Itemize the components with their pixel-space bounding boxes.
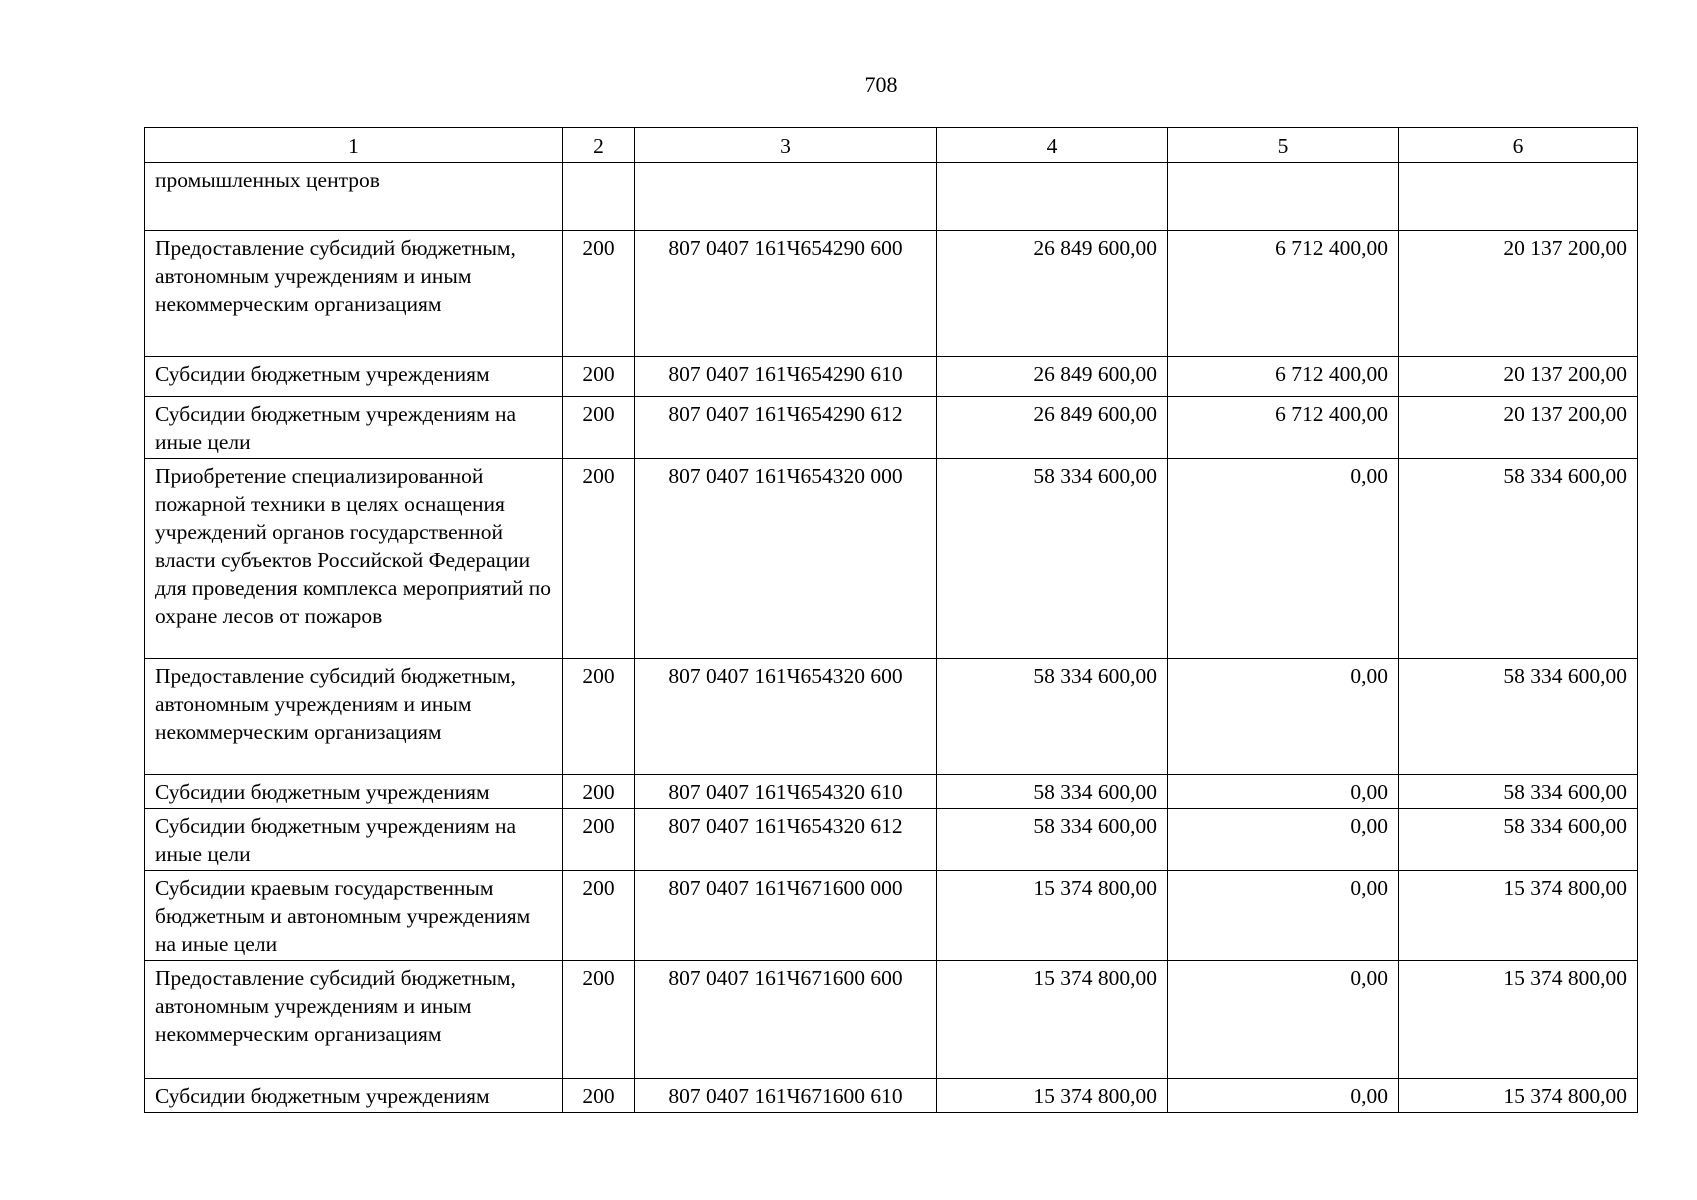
cell-kbk: 807 0407 161Ч654320 610 xyxy=(635,775,937,809)
cell-amount-col5: 0,00 xyxy=(1168,809,1399,871)
budget-table xyxy=(144,127,1638,1113)
cell-name: Субсидии бюджетным учреждениям xyxy=(145,1079,563,1113)
table-row xyxy=(145,775,1638,809)
cell-code: 200 xyxy=(563,459,635,659)
cell-amount-total: 58 334 600,00 xyxy=(937,809,1168,871)
cell-amount-total: 58 334 600,00 xyxy=(937,775,1168,809)
cell-amount-total: 26 849 600,00 xyxy=(937,357,1168,397)
cell-kbk: 807 0407 161Ч671600 000 xyxy=(635,871,937,961)
table-row xyxy=(145,459,1638,659)
cell-amount-col6: 15 374 800,00 xyxy=(1399,871,1638,961)
cell-amount-total: 26 849 600,00 xyxy=(937,397,1168,459)
cell-kbk: 807 0407 161Ч654290 612 xyxy=(635,397,937,459)
cell-amount-col6: 20 137 200,00 xyxy=(1399,231,1638,357)
cell-code: 200 xyxy=(563,397,635,459)
cell-amount-total: 26 849 600,00 xyxy=(937,231,1168,357)
column-header-4: 4 xyxy=(937,128,1168,163)
cell-amount-col5: 6 712 400,00 xyxy=(1168,357,1399,397)
table-row xyxy=(145,809,1638,871)
cell-kbk: 807 0407 161Ч654290 610 xyxy=(635,357,937,397)
cell-name: промышленных центров xyxy=(145,163,563,231)
cell-amount-col5: 6 712 400,00 xyxy=(1168,231,1399,357)
table-row xyxy=(145,397,1638,459)
cell-code: 200 xyxy=(563,775,635,809)
cell-kbk: 807 0407 161Ч654320 000 xyxy=(635,459,937,659)
cell-code: 200 xyxy=(563,1079,635,1113)
cell-name: Предоставление субсидий бюджетным, автономным учреждениям и иным некоммерческим организациям xyxy=(145,659,563,775)
cell-kbk: 807 0407 161Ч671600 600 xyxy=(635,961,937,1079)
cell-amount-col6: 15 374 800,00 xyxy=(1399,961,1638,1079)
header-row xyxy=(145,128,1638,163)
table-row xyxy=(145,163,1638,231)
cell-amount-col6: 58 334 600,00 xyxy=(1399,809,1638,871)
cell-kbk: 807 0407 161Ч654290 600 xyxy=(635,231,937,357)
cell-amount-total: 58 334 600,00 xyxy=(937,659,1168,775)
table-row xyxy=(145,961,1638,1079)
table-row xyxy=(145,357,1638,397)
cell-kbk: 807 0407 161Ч654320 600 xyxy=(635,659,937,775)
cell-amount-total xyxy=(937,163,1168,231)
cell-kbk: 807 0407 161Ч654320 612 xyxy=(635,809,937,871)
table-body xyxy=(145,163,1638,1113)
cell-amount-col5: 0,00 xyxy=(1168,871,1399,961)
cell-amount-col5: 0,00 xyxy=(1168,961,1399,1079)
table-row xyxy=(145,871,1638,961)
cell-amount-col6 xyxy=(1399,163,1638,231)
table-row xyxy=(145,659,1638,775)
cell-amount-col6: 58 334 600,00 xyxy=(1399,775,1638,809)
cell-name: Приобретение специализированной пожарной техники в целях оснащения учреждений органов государственной власти субъектов Российской Федерации для проведения комплекса мероприятий по охране лесов от пожаров xyxy=(145,459,563,659)
cell-name: Предоставление субсидий бюджетным, автономным учреждениям и иным некоммерческим организациям xyxy=(145,231,563,357)
column-header-2: 2 xyxy=(563,128,635,163)
cell-amount-col6: 20 137 200,00 xyxy=(1399,357,1638,397)
cell-code: 200 xyxy=(563,659,635,775)
table-row xyxy=(145,1079,1638,1113)
cell-amount-col6: 20 137 200,00 xyxy=(1399,397,1638,459)
page-number: 708 xyxy=(864,72,898,97)
cell-name: Субсидии бюджетным учреждениям xyxy=(145,775,563,809)
cell-amount-total: 15 374 800,00 xyxy=(937,1079,1168,1113)
cell-amount-col6: 15 374 800,00 xyxy=(1399,1079,1638,1113)
cell-amount-col6: 58 334 600,00 xyxy=(1399,459,1638,659)
cell-amount-total: 58 334 600,00 xyxy=(937,459,1168,659)
cell-amount-col6: 58 334 600,00 xyxy=(1399,659,1638,775)
cell-kbk: 807 0407 161Ч671600 610 xyxy=(635,1079,937,1113)
cell-code xyxy=(563,163,635,231)
cell-amount-col5: 0,00 xyxy=(1168,1079,1399,1113)
cell-code: 200 xyxy=(563,231,635,357)
cell-amount-total: 15 374 800,00 xyxy=(937,961,1168,1079)
cell-amount-col5: 0,00 xyxy=(1168,459,1399,659)
cell-amount-col5: 0,00 xyxy=(1168,775,1399,809)
column-header-1: 1 xyxy=(145,128,563,163)
cell-code: 200 xyxy=(563,809,635,871)
cell-amount-col5: 6 712 400,00 xyxy=(1168,397,1399,459)
cell-name: Субсидии бюджетным учреждениям xyxy=(145,357,563,397)
cell-code: 200 xyxy=(563,961,635,1079)
column-header-5: 5 xyxy=(1168,128,1399,163)
cell-kbk xyxy=(635,163,937,231)
cell-name: Субсидии бюджетным учреждениям на иные цели xyxy=(145,809,563,871)
cell-name: Субсидии краевым государственным бюджетным и автономным учреждениям на иные цели xyxy=(145,871,563,961)
column-header-6: 6 xyxy=(1399,128,1638,163)
table-row xyxy=(145,231,1638,357)
cell-amount-col5: 0,00 xyxy=(1168,659,1399,775)
cell-code: 200 xyxy=(563,871,635,961)
cell-amount-total: 15 374 800,00 xyxy=(937,871,1168,961)
cell-code: 200 xyxy=(563,357,635,397)
cell-name: Предоставление субсидий бюджетным, автономным учреждениям и иным некоммерческим организациям xyxy=(145,961,563,1079)
cell-amount-col5 xyxy=(1168,163,1399,231)
column-header-3: 3 xyxy=(635,128,937,163)
cell-name: Субсидии бюджетным учреждениям на иные цели xyxy=(145,397,563,459)
